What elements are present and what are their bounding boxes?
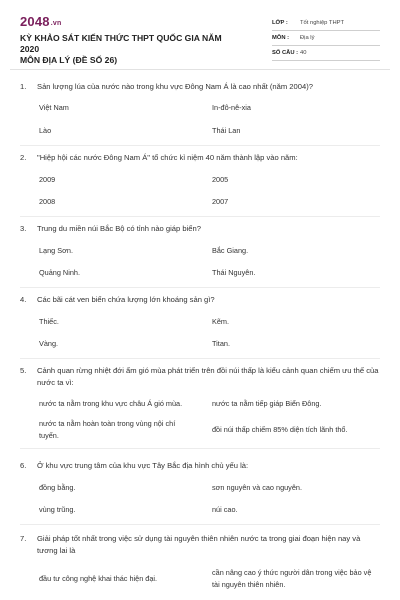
option-d[interactable]: đồi núi thấp chiếm 85% diện tích lãnh thổ. bbox=[212, 425, 348, 434]
question-number: 4. bbox=[20, 295, 27, 304]
exam-meta bbox=[272, 16, 380, 61]
question-divider bbox=[20, 448, 380, 449]
question-text: "Hiệp hội các nước Đông Nam Á" tổ chức kỉ niệm 40 năm thành lập vào năm: bbox=[37, 153, 298, 162]
option-d[interactable]: Thái Nguyên. bbox=[212, 268, 256, 277]
question-number: 6. bbox=[20, 461, 27, 470]
option-b[interactable]: Bắc Giang. bbox=[212, 246, 249, 255]
meta-class-value: Tốt nghiệp THPT bbox=[300, 20, 345, 26]
question-text: Ở khu vực trung tâm của khu vực Tây Bắc địa hình chủ yếu là: bbox=[37, 461, 249, 470]
question-number: 7. bbox=[20, 534, 27, 543]
question-text: Giải pháp tốt nhất trong việc sử dụng tài nguyên thiên nhiên nước ta trong giai đoạn hiện nay và tương lai là bbox=[37, 534, 361, 555]
meta-count-label: SỐ CÂU : bbox=[272, 50, 299, 56]
option-b[interactable]: nước ta nằm tiếp giáp Biển Đông. bbox=[212, 399, 322, 408]
meta-subject-label: MÔN : bbox=[272, 35, 290, 41]
logo-text: 2048 bbox=[20, 14, 50, 29]
option-a[interactable]: Lạng Sơn. bbox=[39, 246, 73, 255]
exam-title-line1: KỲ KHẢO SÁT KIẾN THỨC THPT QUỐC GIA NĂM 2020 bbox=[20, 33, 222, 54]
option-a[interactable]: Việt Nam bbox=[39, 103, 69, 112]
header-divider bbox=[10, 69, 390, 70]
exam-title bbox=[20, 33, 240, 66]
question-divider bbox=[20, 216, 380, 217]
option-c[interactable]: Quảng Ninh. bbox=[39, 268, 80, 277]
meta-class-label: LỚP : bbox=[272, 20, 288, 26]
question-divider bbox=[20, 358, 380, 359]
option-c[interactable]: vùng trũng. bbox=[39, 505, 76, 514]
option-d[interactable]: núi cao. bbox=[212, 505, 238, 514]
option-b[interactable]: cần nâng cao ý thức người dân trong việc bảo vệ tài nguyên thiên nhiên. bbox=[212, 568, 372, 589]
option-a[interactable]: nước ta nằm trong khu vực châu Á gió mùa. bbox=[39, 399, 183, 408]
option-a[interactable]: đầu tư công nghệ khai thác hiện đại. bbox=[39, 574, 158, 583]
option-a[interactable]: Thiếc. bbox=[39, 317, 59, 326]
option-c[interactable]: Lào bbox=[39, 126, 52, 135]
question-text: Trung du miền núi Bắc Bộ có tỉnh nào giáp biển? bbox=[37, 224, 201, 233]
option-c[interactable]: 2008 bbox=[39, 197, 56, 206]
question-number: 1. bbox=[20, 82, 27, 91]
meta-subject-value: Địa lý bbox=[300, 35, 315, 41]
question-divider bbox=[20, 287, 380, 288]
meta-class bbox=[272, 16, 380, 31]
option-d[interactable]: 2007 bbox=[212, 197, 229, 206]
question-number: 5. bbox=[20, 366, 27, 375]
meta-count-value: 40 bbox=[300, 50, 307, 56]
question-text: Các bãi cát ven biển chứa lượng lớn khoáng sản gì? bbox=[37, 295, 215, 304]
option-c[interactable]: nước ta nằm hoàn toàn trong vùng nội chí tuyến. bbox=[39, 419, 176, 440]
question-text: Cảnh quan rừng nhiệt đới ẩm gió mùa phát triển trên đồi núi thấp là kiểu cảnh quan chiếm ưu thế của nước ta vì: bbox=[37, 366, 379, 387]
meta-count bbox=[272, 46, 380, 61]
option-b[interactable]: Kẽm. bbox=[212, 317, 230, 326]
option-a[interactable]: đồng bằng. bbox=[39, 483, 76, 492]
option-d[interactable]: Thái Lan bbox=[212, 126, 241, 135]
option-a[interactable]: 2009 bbox=[39, 175, 56, 184]
exam-title-line2: MÔN ĐỊA LÝ (ĐỀ SỐ 26) bbox=[20, 55, 118, 65]
meta-subject bbox=[272, 31, 380, 46]
exam-header bbox=[20, 14, 380, 65]
option-c[interactable]: Vàng. bbox=[39, 339, 59, 348]
option-b[interactable]: sơn nguyên và cao nguyên. bbox=[212, 483, 302, 492]
option-b[interactable]: In-đô-nê-xia bbox=[212, 103, 251, 112]
option-b[interactable]: 2005 bbox=[212, 175, 229, 184]
site-logo[interactable] bbox=[20, 14, 61, 29]
question-divider bbox=[20, 145, 380, 146]
question-divider bbox=[20, 524, 380, 525]
question-number: 3. bbox=[20, 224, 27, 233]
logo-suffix: .vn bbox=[50, 20, 62, 27]
question-text: Sản lượng lúa của nước nào trong khu vực Đông Nam Á là cao nhất (năm 2004)? bbox=[37, 82, 313, 91]
option-d[interactable]: Titan. bbox=[212, 339, 230, 348]
question-number: 2. bbox=[20, 153, 27, 162]
